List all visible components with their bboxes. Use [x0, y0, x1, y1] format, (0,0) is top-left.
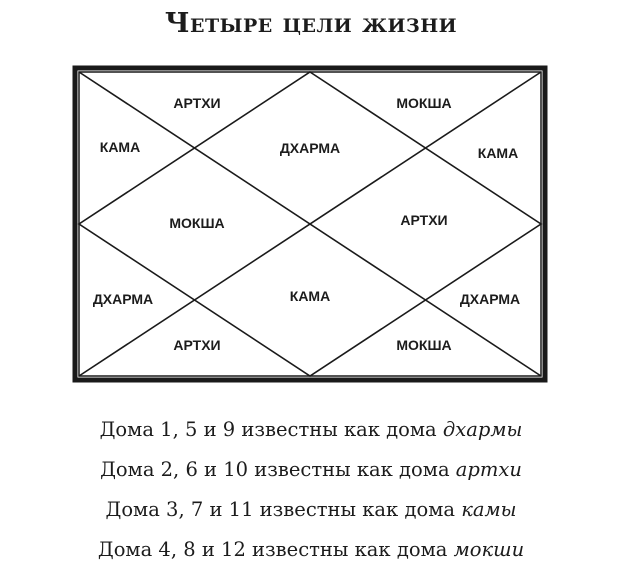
house-label-9: ДХАРМА — [459, 291, 521, 307]
house-label-12: МОКША — [396, 95, 452, 111]
house-labels — [93, 95, 520, 353]
caption-term: мокши — [453, 538, 525, 561]
caption-term: дхармы — [442, 418, 523, 441]
house-label-7: КАМА — [289, 288, 331, 304]
page-title: Четыре цели жизни — [164, 8, 458, 39]
house-label-11: КАМА — [477, 145, 519, 161]
house-label-3: КАМА — [99, 139, 141, 155]
caption-line — [0, 538, 622, 561]
caption-text: Дома 2, 6 и 10 известны как дома — [100, 458, 456, 481]
caption-line — [0, 418, 622, 441]
caption-term: камы — [461, 498, 517, 521]
chart-lines — [79, 72, 541, 376]
house-label-5: ДХАРМА — [92, 291, 154, 307]
caption-term: артхи — [455, 458, 522, 481]
caption-text: Дома 1, 5 и 9 известны как дома — [99, 418, 443, 441]
house-label-1: ДХАРМА — [279, 140, 341, 156]
house-label-2: АРТХИ — [173, 95, 221, 111]
house-label-10: АРТХИ — [400, 212, 448, 228]
house-label-4: МОКША — [169, 215, 225, 231]
caption-text: Дома 4, 8 и 12 известны как дома — [97, 538, 454, 561]
caption-text: Дома 3, 7 и 11 известны как дома — [105, 498, 462, 521]
house-label-8: МОКША — [396, 337, 452, 353]
caption-line — [0, 458, 622, 481]
house-label-6: АРТХИ — [173, 337, 221, 353]
caption-line — [0, 498, 622, 521]
